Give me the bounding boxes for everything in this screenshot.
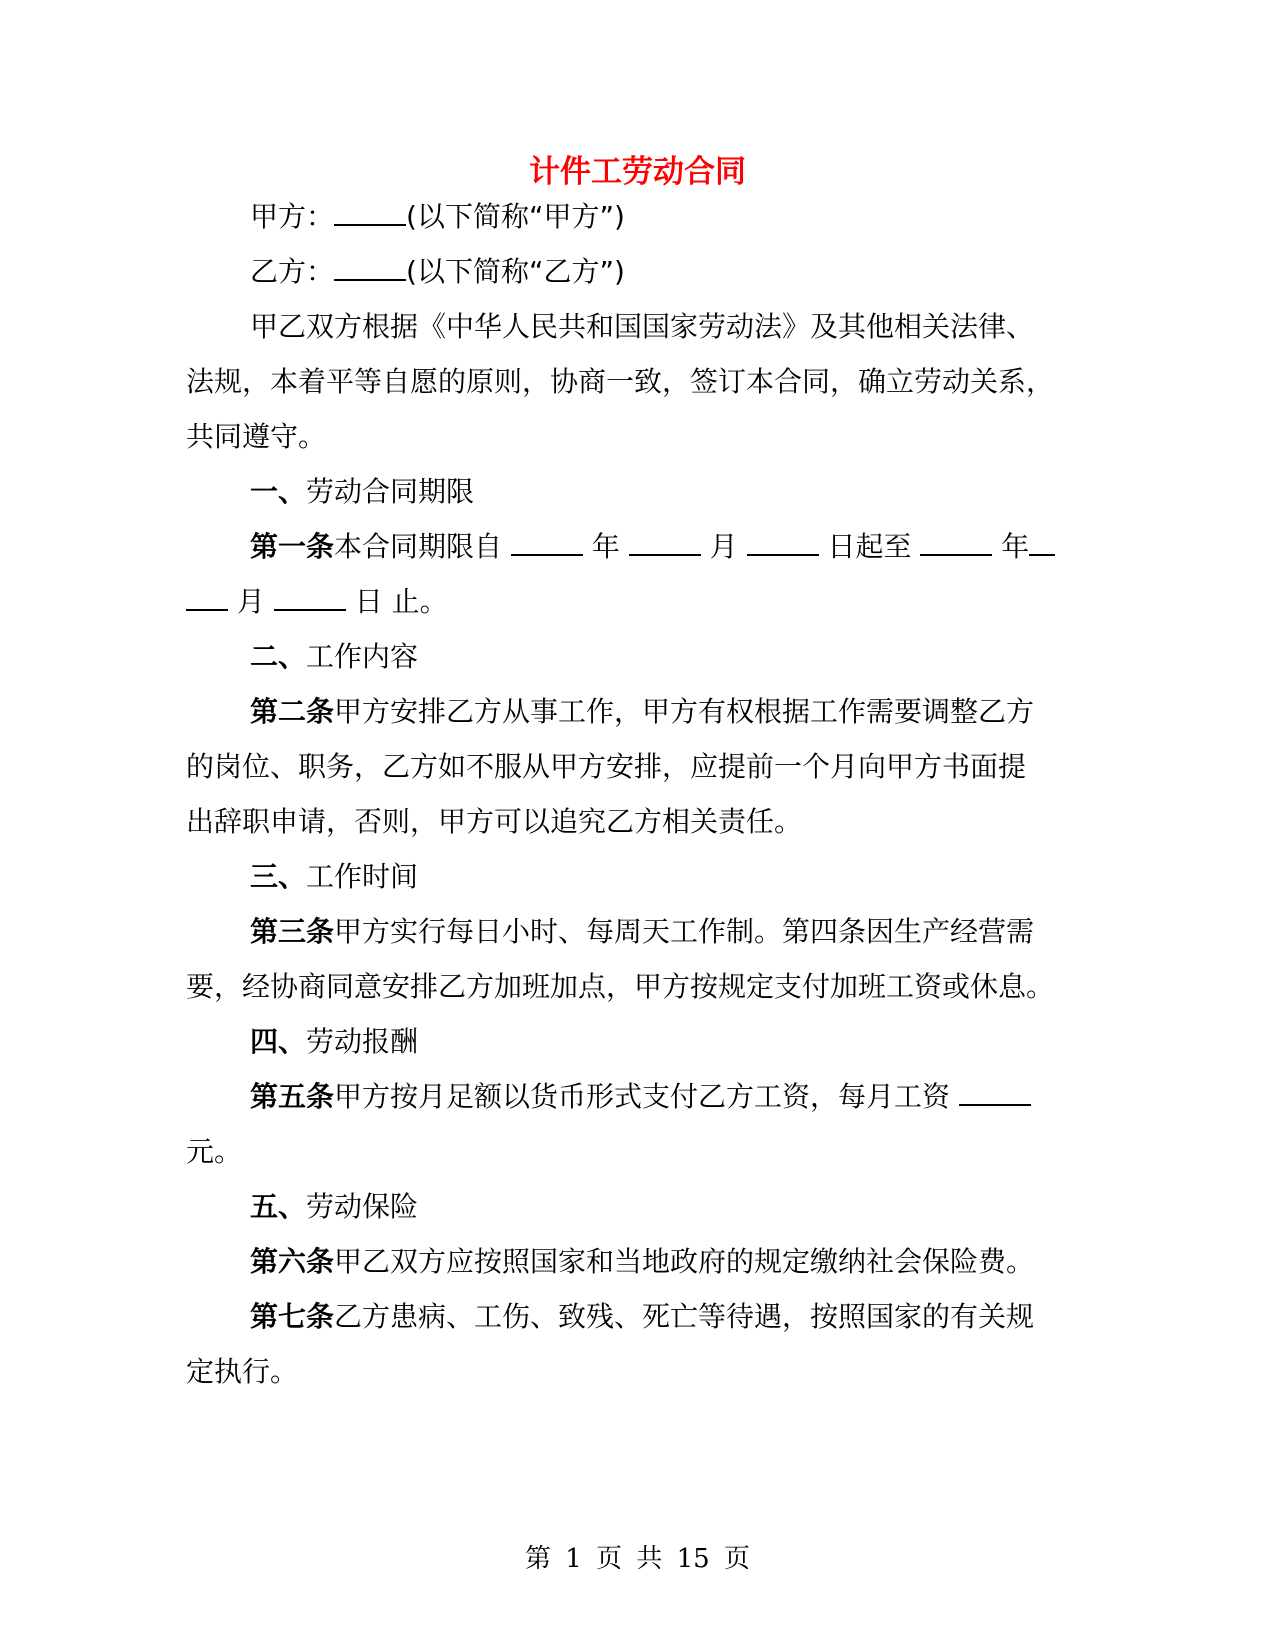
article-7-line-2: 定执行。 (186, 1355, 299, 1388)
party-a-line (250, 197, 625, 237)
section-3-number: 三、 (250, 860, 307, 893)
article-1-text-b: 年 (582, 530, 629, 563)
article-3-label: 第三条 (250, 915, 335, 948)
article-6-label: 第六条 (250, 1245, 335, 1278)
party-a-blank (334, 198, 406, 226)
section-1-title: 劳动合同期限 (306, 475, 475, 508)
article-1-text-c: 月 (700, 530, 747, 563)
article-5-text-1: 甲方按月足额以货币形式支付乙方工资，每月工资 (334, 1080, 959, 1113)
section-5-number: 五、 (250, 1190, 307, 1223)
article-2-line-3: 出辞职申请，否则，甲方可以追究乙方相关责任。 (186, 805, 803, 838)
section-2-title: 工作内容 (306, 640, 419, 673)
end-day-blank (274, 583, 346, 611)
party-b-suffix: (以下简称“乙方”) (406, 255, 625, 288)
article-7-line-1 (250, 1297, 1034, 1337)
party-b-label: 乙方： (250, 255, 335, 288)
party-a-suffix: (以下简称“甲方”) (406, 200, 625, 233)
start-year-blank (511, 528, 583, 556)
article-1-text-f: 月 (228, 585, 274, 618)
article-1-text-g: 日 止。 (345, 585, 448, 618)
party-a-label: 甲方： (250, 200, 335, 233)
section-4-number: 四、 (250, 1025, 307, 1058)
section-4-title: 劳动报酬 (306, 1025, 419, 1058)
article-2-text-1: 甲方安排乙方从事工作，甲方有权根据工作需要调整乙方 (334, 695, 1035, 728)
article-5-line-2: 元。 (186, 1135, 243, 1168)
section-1-number: 一、 (250, 475, 307, 508)
article-3-text-1: 甲方实行每日小时、每周天工作制。第四条因生产经营需 (334, 915, 1035, 948)
start-day-blank (747, 528, 819, 556)
article-3-line-1 (250, 912, 1034, 952)
article-1-text-e: 年 (992, 530, 1030, 563)
section-4-heading (250, 1022, 418, 1062)
start-month-blank (629, 528, 701, 556)
article-2-line-2: 的岗位、职务，乙方如不服从甲方安排，应提前一个月向甲方书面提 (186, 750, 1027, 783)
article-7-label: 第七条 (250, 1300, 335, 1333)
article-6-text-1: 甲乙双方应按照国家和当地政府的规定缴纳社会保险费。 (334, 1245, 1035, 1278)
section-1-heading (250, 472, 474, 512)
intro-line-2: 法规，本着平等自愿的原则，协商一致，签订本合同，确立劳动关系， (186, 365, 1055, 398)
article-3-line-2: 要，经协商同意安排乙方加班加点，甲方按规定支付加班工资或休息。 (186, 970, 1055, 1003)
article-2-line-1 (250, 692, 1034, 732)
article-2-label: 第二条 (250, 695, 335, 728)
wage-blank (959, 1078, 1031, 1106)
section-2-number: 二、 (250, 640, 307, 673)
article-6-line-1 (250, 1242, 1034, 1282)
page-number-footer: 第 1 页 共 15 页 (525, 1544, 750, 1574)
end-month-blank-part-1 (1029, 528, 1055, 556)
article-1-line-2 (186, 582, 448, 622)
section-5-heading (250, 1187, 418, 1227)
article-1-text-d: 日起至 (818, 530, 921, 563)
article-5-label: 第五条 (250, 1080, 335, 1113)
intro-line-3: 共同遵守。 (186, 420, 327, 453)
article-1-line-1 (250, 527, 1055, 567)
party-b-blank (334, 253, 406, 281)
intro-line-1: 甲乙双方根据《中华人民共和国国家劳动法》及其他相关法律、 (250, 310, 1035, 343)
section-3-heading (250, 857, 418, 897)
article-1-text-a: 本合同期限自 (334, 530, 511, 563)
section-5-title: 劳动保险 (306, 1190, 419, 1223)
party-b-line (250, 252, 625, 292)
end-year-blank (920, 528, 992, 556)
article-5-line-1 (250, 1077, 1031, 1117)
article-1-label: 第一条 (250, 530, 335, 563)
article-7-text-1: 乙方患病、工伤、致残、死亡等待遇，按照国家的有关规 (334, 1300, 1035, 1333)
page-title: 计件工劳动合同 (529, 154, 746, 190)
section-2-heading (250, 637, 418, 677)
end-month-blank-part-2 (186, 583, 228, 611)
section-3-title: 工作时间 (306, 860, 419, 893)
